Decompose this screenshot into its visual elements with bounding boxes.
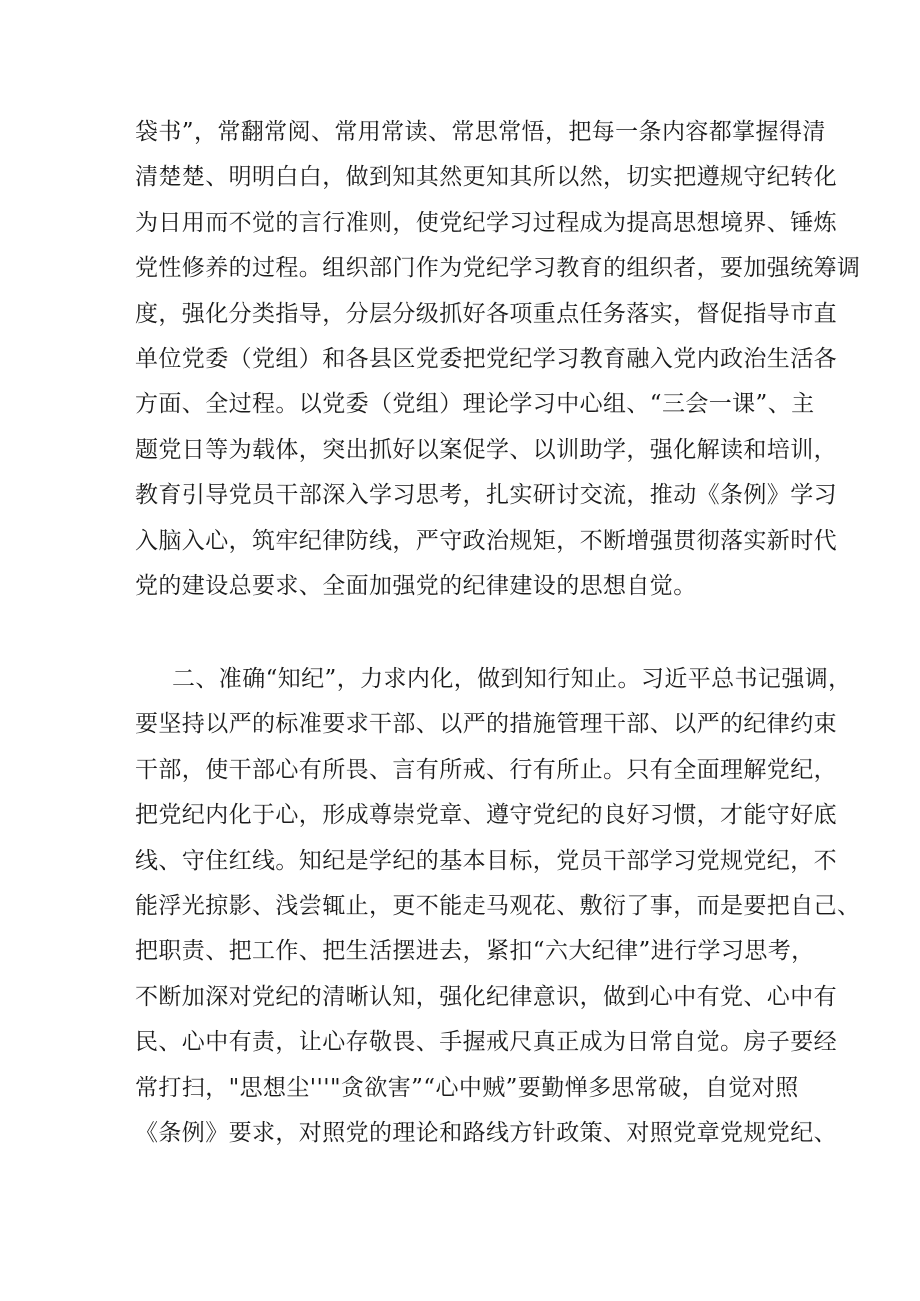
paragraph-line: 为日用而不觉的言行准则，使党纪学习过程成为提高思想境界、锤炼: [135, 209, 837, 236]
paragraph-line: 《条例》要求，对照党的理论和路线方针政策、对照党章党规党纪、: [135, 1119, 837, 1146]
paragraph-line: 度，强化分类指导，分层分级抓好各项重点任务落实，督促指导市直: [135, 300, 837, 327]
paragraph-1: [135, 110, 861, 609]
paragraph-line: 二、准确“知纪”，力求内化，做到知行知止。习近平总书记强调，: [172, 666, 852, 692]
paragraph-line: 单位党委（党组）和各县区党委把党纪学习教育融入党内政治生活各: [135, 345, 837, 372]
paragraph-line: 题党日等为载体，突出抓好以案促学、以训助学，强化解读和培训，: [135, 436, 837, 463]
paragraph-line: 把职责、把工作、把生活摆进去，紧扣“六大纪律”进行学习思考，: [135, 938, 815, 965]
paragraph-line: 常打扫，"思想尘'''"贪欲害”“心中贼”要勤惮多思常破，自觉对照: [135, 1074, 799, 1101]
paragraph-line: 不断加深对党纪的清晰认知，强化纪律意识，做到心中有党、心中有: [135, 983, 837, 1010]
paragraph-line: 民、心中有责，让心存敬畏、手握戒尺真正成为日常自觉。房子要经: [135, 1029, 837, 1056]
paragraph-line: 线、守住红线。知纪是学纪的基本目标，党员干部学习党规党纪，不: [135, 847, 837, 874]
paragraph-line: 清楚楚、明明白白，做到知其然更知其所以然，切实把遵规守纪转化: [135, 164, 837, 191]
paragraph-line: 党的建设总要求、全面加强党的纪律建设的思想自觉。: [135, 572, 697, 599]
paragraph-line: 教育引导党员干部深入学习思考，扎实研讨交流，推动《条例》学习: [135, 482, 837, 509]
paragraph-line: 干部，使干部心有所畏、言有所戒、行有所止。只有全面理解党纪，: [135, 756, 837, 783]
paragraph-line: 要坚持以严的标准要求干部、以严的措施管理干部、以严的纪律约束: [135, 711, 837, 738]
paragraph-line: 把党纪内化于心，形成尊崇党章、遵守党纪的良好习惯，才能守好底: [135, 802, 837, 829]
paragraph-2: [135, 657, 861, 1156]
paragraph-line: 入脑入心，筑牢纪律防线，严守政治规矩，不断增强贯彻落实新时代: [135, 527, 837, 554]
paragraph-line: 袋书”，常翻常阅、常用常读、常思常悟，把每一条内容都掌握得清: [135, 119, 826, 145]
paragraph-line: 方面、全过程。以党委（党组）理论学习中心组、“三会一课”、主: [135, 391, 815, 418]
paragraph-line: 党性修养的过程。组织部门作为党纪学习教育的组织者，要加强统筹调: [135, 255, 861, 282]
paragraph-line: 能浮光掠影、浅尝辄止，更不能走马观花、敷衍了事，而是要把自己、: [135, 892, 861, 919]
